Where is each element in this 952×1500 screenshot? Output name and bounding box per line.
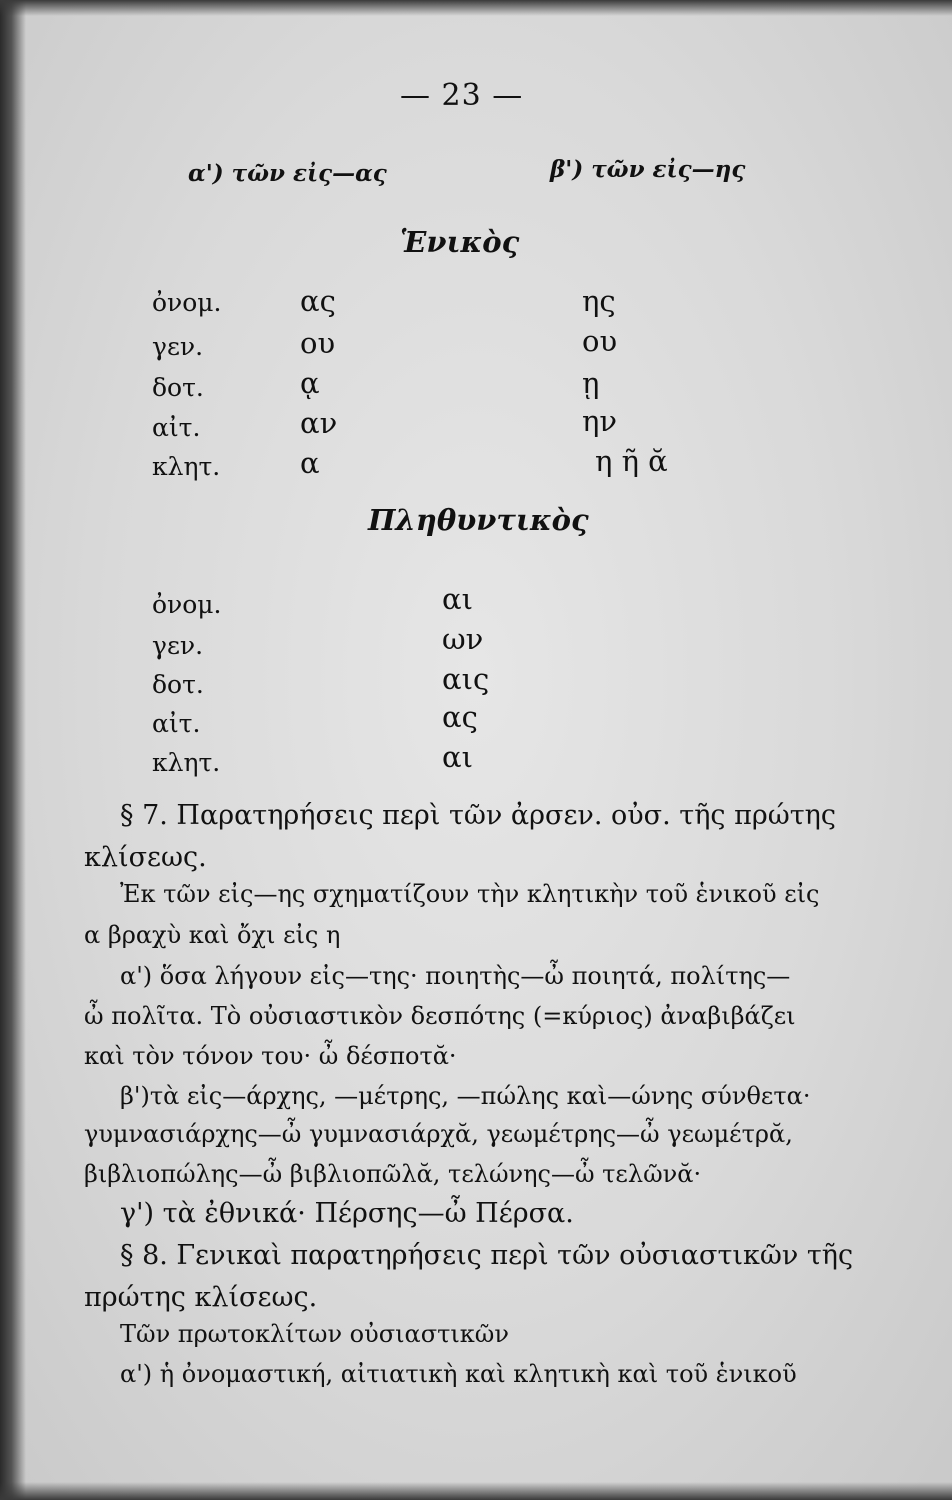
page-shadow-bottom	[0, 1482, 952, 1500]
text-line: βιβλιοπώλης—ὦ βιβλιοπῶλᾰ, τελώνης—ὦ τελῶνᾰ·	[84, 1160, 702, 1188]
plural-title: Πληθυντικὸς	[368, 503, 589, 537]
text-line: καὶ τὸν τόνον του· ὦ δέσποτᾰ·	[84, 1042, 457, 1070]
text-line: πρώτης κλίσεως.	[84, 1282, 318, 1313]
text-line: β')τὰ εἰς—άρχης, —μέτρης, —πώλης καὶ—ώνης σύνθετα·	[120, 1082, 811, 1110]
singular-title: Ἑνικὸς	[400, 225, 520, 259]
singular-ending-a: αν	[300, 406, 338, 440]
plural-ending: αι	[442, 740, 473, 774]
page-number: — 23 —	[400, 78, 524, 113]
text-line: Ἐκ τῶν εἰς—ης σχηματίζουν τὴν κλητικὴν τοῦ ἑνικοῦ εἰς	[120, 880, 820, 908]
column-header-b: β') τῶν εἰς—ης	[550, 156, 746, 183]
plural-case: γεν.	[152, 631, 204, 660]
singular-ending-b: ῃ	[582, 366, 600, 400]
singular-case: κλητ.	[152, 452, 221, 481]
text-line: α') ἡ ὀνομαστική, αἰτιατικὴ καὶ κλητικὴ καὶ τοῦ ἑνικοῦ	[120, 1360, 797, 1388]
singular-case: αἰτ.	[152, 413, 201, 442]
plural-case: ὀνομ.	[152, 590, 222, 619]
plural-case: δοτ.	[152, 670, 204, 699]
singular-ending-b: η ῆ ᾰ	[595, 444, 668, 478]
singular-ending-a: α	[300, 446, 320, 480]
text-line: Τῶν πρωτοκλίτων οὐσιαστικῶν	[120, 1320, 509, 1348]
section-heading: § 8. Γενικαὶ παρατηρήσεις περὶ τῶν οὐσιαστικῶν τῆς	[120, 1240, 854, 1271]
singular-ending-a: ου	[300, 326, 336, 360]
section-heading: § 7. Παρατηρήσεις περὶ τῶν ἀρσεν. οὐσ. τῆς πρώτης	[120, 800, 836, 831]
plural-ending: αις	[442, 662, 490, 696]
plural-ending: αι	[442, 582, 473, 616]
plural-ending: ας	[442, 700, 478, 734]
page-shadow-left	[0, 0, 26, 1500]
plural-ending: ων	[442, 622, 484, 656]
plural-case: κλητ.	[152, 748, 221, 777]
plural-case: αἰτ.	[152, 709, 201, 738]
singular-ending-a: ας	[300, 284, 336, 318]
singular-case: γεν.	[152, 332, 204, 361]
text-line: α') ὅσα λήγουν εἰς—της· ποιητὴς—ὦ ποιητά, πολίτης—	[120, 962, 791, 990]
singular-ending-a: ᾳ	[300, 366, 320, 400]
singular-ending-b: ου	[582, 324, 618, 358]
singular-case: ὀνομ.	[152, 288, 222, 317]
text-line: κλίσεως.	[84, 842, 207, 873]
singular-ending-b: ης	[582, 284, 616, 318]
singular-case: δοτ.	[152, 373, 204, 402]
singular-ending-b: ην	[582, 404, 618, 438]
text-line: γ') τὰ ἐθνικά· Πέρσης—ὦ Πέρσα.	[120, 1198, 574, 1229]
text-line: ὦ πολῖτα. Τὸ οὐσιαστικὸν δεσπότης (=κύριος) ἀναβιβάζει	[84, 1002, 796, 1030]
text-line: α βραχὺ καὶ ὄχι εἰς η	[84, 921, 341, 949]
column-header-a: α') τῶν εἰς—ας	[188, 160, 387, 187]
page-shadow-top	[0, 0, 952, 16]
text-line: γυμνασιάρχης—ὦ γυμνασιάρχᾰ, γεωμέτρης—ὦ γεωμέτρᾰ,	[84, 1120, 793, 1148]
